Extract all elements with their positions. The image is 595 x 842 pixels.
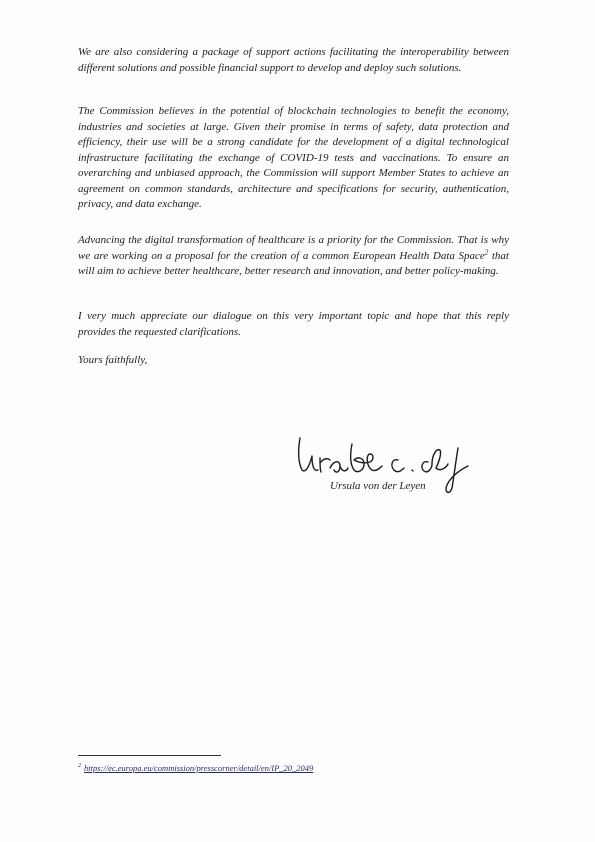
signer-name: Ursula von der Leyen <box>330 480 426 492</box>
footnote-number: 2 <box>78 763 81 770</box>
footnote-link[interactable]: https://ec.europa.eu/commission/presscorner/detail/en/IP_20_2049 <box>84 763 314 773</box>
paragraph-blockchain: The Commission believes in the potential of blockchain technologies to benefit the economy, industries and societies at large. Given their promise in terms of safety, data protection and efficiency, their use will be a strong candidate for the development of a digital technological infrastructure facilitating the exchange of COVID-19 tests and vaccinations. To ensure an overarching and unbiased approach, the Commission will support Member States to achieve an agreement on common standards, architecture and specifications for security, authentication, privacy, and data exchange. <box>78 105 509 210</box>
paragraph-health-data-space <box>78 233 509 280</box>
footnote <box>78 763 313 773</box>
handwritten-signature <box>290 420 480 505</box>
footnote-divider <box>78 755 221 756</box>
paragraph-health-text-end: that will aim to achieve better healthcare, better research and innovation, and better policy-making. <box>78 249 509 277</box>
paragraph-health-text-start: Advancing the digital transformation of healthcare is a priority for the Commission. That is why we are working on a proposal for the creation of a common European Health Data Space <box>78 234 509 262</box>
footnote-reference: 2 <box>484 247 489 256</box>
closing-salutation: Yours faithfully, <box>78 354 148 366</box>
paragraph-appreciation: I very much appreciate our dialogue on this very important topic and hope that this reply provides the requested clarifications. <box>78 310 509 338</box>
paragraph-interoperability: We are also considering a package of support actions facilitating the interoperability between different solutions and possible financial support to develop and deploy such solutions. <box>78 46 509 74</box>
